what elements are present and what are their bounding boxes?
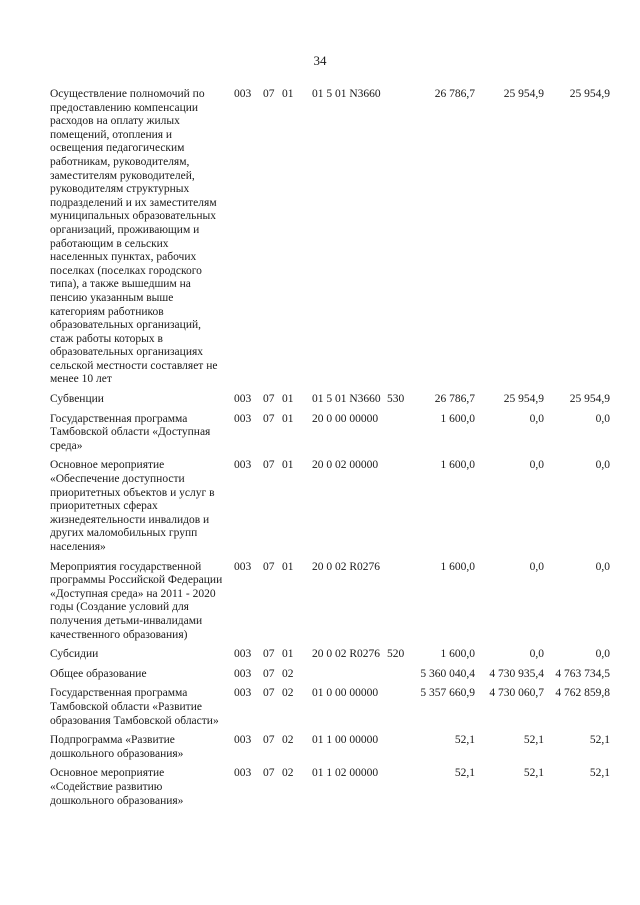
table-row [50,687,610,728]
row-csr: 20 0 02 00000 [312,459,379,472]
row-vr: 520 [387,648,405,661]
row-ved: 003 [234,667,252,680]
row-ved: 003 [234,734,252,747]
row-value-2: 4 730 060,7 [489,687,544,700]
row-csr: 01 0 00 00000 [312,687,379,700]
row-rz: 07 [263,88,275,100]
page-number: 34 [313,53,327,68]
row-ved: 003 [234,88,252,100]
row-value-2: 25 954,9 [503,393,544,406]
row-rz: 07 [263,560,275,573]
row-ved: 003 [234,412,252,425]
row-csr: 20 0 02 R0276 [312,648,381,661]
row-name: Осуществление полномочий по предоставлению компенсации расходов на оплату жилых помещений, отопления и освещения педагогическим работникам, руководителям, заместителям руководителей, руководителям структурных подразделений и их заместителям муниципальных образовательных организаций, проживающим и работающим в сельских населенных пунктах, рабочих поселках (поселках городского типа), а также вышедшим на пенсию указанным выше категориям работников образовательных организаций, стаж работы которых в образовательных организациях сельской местности составляет не менее 10 лет [50,88,218,386]
row-value-3: 0,0 [595,560,610,573]
row-value-2: 25 954,9 [503,88,544,100]
row-value-1: 1 600,0 [440,412,475,425]
row-value-2: 0,0 [529,412,544,425]
row-csr: 01 1 00 00000 [312,734,379,747]
row-name: Субсидии [50,648,99,661]
row-value-1: 5 357 660,9 [420,687,475,700]
row-value-3: 4 762 859,8 [555,687,610,700]
row-value-1: 26 786,7 [434,88,475,100]
row-pr: 02 [282,734,294,747]
row-value-1: 5 360 040,4 [420,667,475,680]
row-ved: 003 [234,687,252,700]
row-value-3: 0,0 [595,459,610,472]
row-value-3: 52,1 [589,767,610,780]
row-name: Общее образование [50,667,147,680]
row-value-2: 52,1 [523,734,544,747]
row-value-2: 52,1 [523,767,544,780]
row-ved: 003 [234,393,252,406]
row-name: Мероприятия государственной программы Российской Федерации «Доступная среда» на 2011 - 2020 годы (Создание условий для получения детьми-инвалидами качественного образования) [50,560,223,641]
row-value-2: 0,0 [529,560,544,573]
row-rz: 07 [263,459,275,472]
row-name: Субвенции [50,393,104,406]
row-ved: 003 [234,648,252,661]
row-ved: 003 [234,560,252,573]
table-row [50,561,610,643]
row-value-2: 0,0 [529,648,544,661]
table-row [50,459,610,554]
row-pr: 02 [282,687,294,700]
row-rz: 07 [263,648,275,661]
row-csr: 01 5 01 N3660 [312,393,381,406]
row-rz: 07 [263,767,275,780]
row-pr: 01 [282,648,294,661]
row-value-3: 4 763 734,5 [555,667,610,680]
table-row [50,734,610,761]
row-value-1: 1 600,0 [440,560,475,573]
row-csr: 20 0 02 R0276 [312,560,381,573]
row-value-2: 4 730 935,4 [489,667,544,680]
row-rz: 07 [263,734,275,747]
row-value-3: 25 954,9 [569,88,610,100]
row-value-1: 52,1 [454,734,475,747]
row-csr: 01 1 02 00000 [312,767,379,780]
row-name: Основное мероприятие «Содействие развитию дошкольного образования» [50,767,184,807]
row-pr: 01 [282,412,294,425]
table-row [50,767,610,808]
row-value-1: 26 786,7 [434,393,475,406]
budget-table [50,88,610,814]
table-row [50,413,610,454]
table-row [50,88,610,387]
row-name: Государственная программа Тамбовской области «Доступная среда» [50,412,211,452]
row-rz: 07 [263,687,275,700]
row-rz: 07 [263,393,275,406]
row-value-1: 1 600,0 [440,648,475,661]
row-value-3: 0,0 [595,648,610,661]
row-csr: 01 5 01 N3660 [312,88,381,100]
row-value-1: 52,1 [454,767,475,780]
row-value-3: 0,0 [595,412,610,425]
row-pr: 01 [282,560,294,573]
table-row [50,668,610,682]
row-vr: 530 [387,393,405,406]
row-pr: 02 [282,767,294,780]
row-csr: 20 0 00 00000 [312,412,379,425]
row-value-3: 25 954,9 [569,393,610,406]
row-value-1: 1 600,0 [440,459,475,472]
row-pr: 01 [282,88,294,100]
row-rz: 07 [263,667,275,680]
table-row [50,393,610,407]
row-pr: 01 [282,393,294,406]
row-ved: 003 [234,767,252,780]
row-name: Подпрограмма «Развитие дошкольного образования» [50,734,184,760]
row-pr: 02 [282,667,294,680]
row-name: Основное мероприятие «Обеспечение доступности приоритетных объектов и услуг в приоритетных сферах жизнедеятельности инвалидов и других маломобильных групп населения» [50,459,215,553]
row-ved: 003 [234,459,252,472]
row-value-2: 0,0 [529,459,544,472]
row-value-3: 52,1 [589,734,610,747]
row-rz: 07 [263,412,275,425]
row-pr: 01 [282,459,294,472]
table-row [50,648,610,662]
row-name: Государственная программа Тамбовской области «Развитие образования Тамбовской области» [50,687,219,727]
